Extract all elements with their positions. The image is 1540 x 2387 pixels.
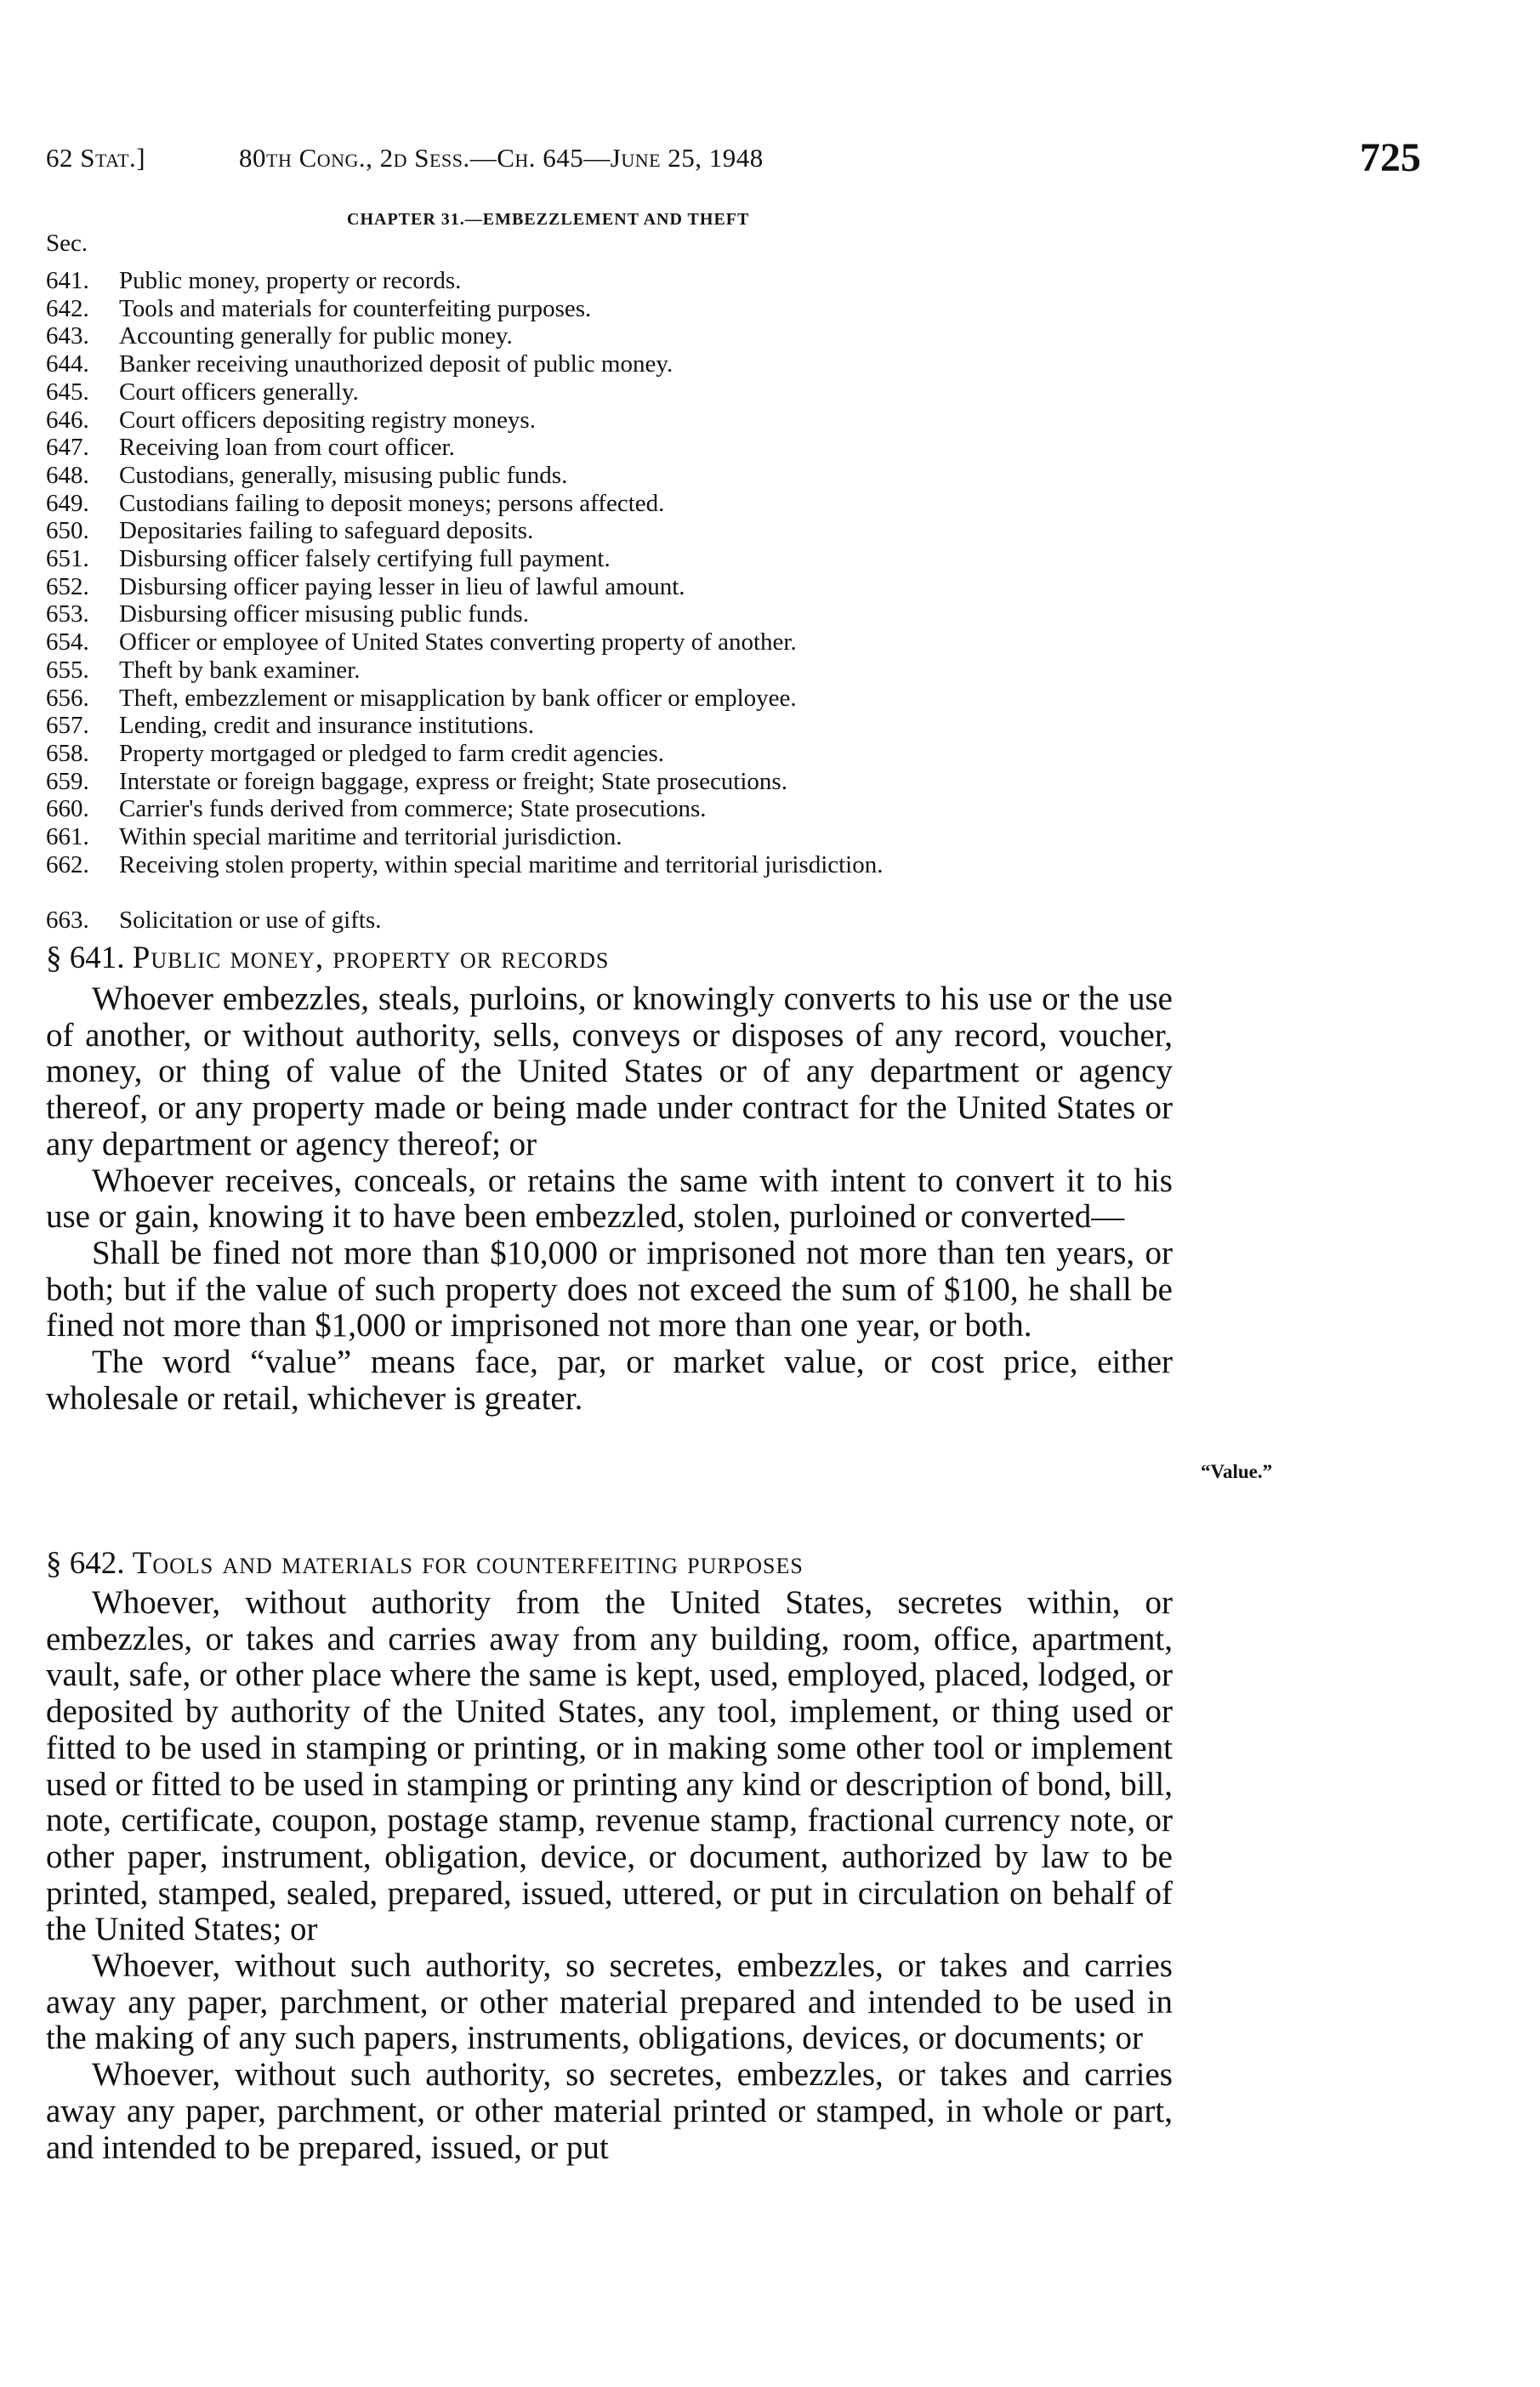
toc-item-title: Solicitation or use of gifts. — [119, 906, 382, 934]
section-641-heading — [46, 940, 609, 976]
toc-item-number: 646. — [46, 406, 89, 434]
section-642-heading — [46, 1545, 804, 1582]
toc-item — [46, 795, 1168, 823]
toc-item-number: 663. — [46, 906, 89, 934]
toc-item — [46, 517, 1168, 545]
toc-item — [46, 740, 1168, 768]
toc-item-title: Custodians failing to deposit moneys; persons affected. — [119, 489, 665, 517]
toc-item-title: Within special maritime and territorial jurisdiction. — [119, 823, 622, 851]
toc-item — [46, 295, 1168, 323]
section-641-number: § 641. — [46, 941, 125, 975]
toc-item-title: Disbursing officer paying lesser in lieu of lawful amount. — [119, 572, 685, 600]
paragraph: The word “value” means face, par, or market value, or cost price, either wholesale or retail, whichever is greater. — [46, 1344, 1173, 1417]
toc-item-number: 649. — [46, 489, 89, 517]
section-642-body — [46, 1585, 1173, 2166]
toc-item — [46, 600, 1168, 628]
toc-item — [46, 462, 1168, 490]
toc-item-number: 648. — [46, 461, 89, 489]
toc-item-title: Court officers depositing registry moneys. — [119, 406, 536, 434]
toc-item-title: Interstate or foreign baggage, express or freight; State prosecutions. — [119, 767, 787, 795]
toc-item-number: 644. — [46, 350, 89, 378]
toc-item-title: Banker receiving unauthorized deposit of public money. — [119, 350, 673, 378]
toc-item-title: Tools and materials for counterfeiting purposes. — [119, 294, 592, 322]
toc-item-number: 658. — [46, 739, 89, 767]
stat-citation: 62 Stat.] — [46, 143, 146, 173]
chapter-title: CHAPTER 31.—EMBEZZLEMENT AND THEFT — [347, 210, 750, 229]
section-642-number: § 642. — [46, 1546, 125, 1581]
toc-item-title: Public money, property or records. — [119, 267, 462, 294]
toc-item-number: 661. — [46, 823, 89, 851]
toc-item-number: 647. — [46, 434, 89, 462]
toc-item-number: 642. — [46, 294, 89, 322]
toc-item-title: Theft, embezzlement or misapplication by bank officer or employee. — [119, 684, 797, 712]
toc-item-number: 657. — [46, 712, 89, 740]
section-642-title: Tools and materials for counterfeiting purposes — [132, 1546, 804, 1581]
toc-item-title: Officer or employee of United States converting property of another. — [119, 628, 797, 656]
toc-item — [46, 712, 1168, 740]
margin-note-value: “Value.” — [1201, 1461, 1273, 1482]
toc-item — [46, 322, 1168, 350]
page-number: 725 — [1360, 135, 1421, 180]
section-641-title: Public money, property or records — [132, 941, 610, 975]
toc-item-title: Lending, credit and insurance institutions. — [119, 712, 535, 740]
toc-item-number: 641. — [46, 267, 89, 294]
paragraph: Whoever, without authority from the United States, secretes within, or embezzles, or takes and carries away from any building, room, office, apartment, vault, safe, or other place where the same is kept, used, employed, placed, lodged, or deposited by authority of the United States, any tool, implement, or thing used or fitted to be used in stamping or printing, or in making some other tool or implement used or fitted to be used in stamping or printing any kind or description of bond, bill, note, certificate, coupon, postage stamp, revenue stamp, fractional currency note, or other paper, instrument, obligation, device, or document, authorized by law to be printed, stamped, sealed, prepared, issued, uttered, or put in circulation on behalf of the United States; or — [46, 1584, 1173, 1948]
toc-item — [46, 545, 1168, 573]
section-641-body — [46, 981, 1173, 1417]
toc-item — [46, 573, 1168, 601]
toc-item-number: 643. — [46, 322, 89, 350]
toc-item-number: 654. — [46, 628, 89, 656]
toc-item-title: Custodians, generally, misusing public funds. — [119, 461, 568, 489]
toc-item-number: 653. — [46, 600, 89, 628]
paragraph: Whoever, without such authority, so secretes, embezzles, or takes and carries away any paper, parchment, or other material printed or stamped, in whole or part, and intended to be prepared, issued, or put — [46, 2056, 1173, 2166]
toc-item — [46, 490, 1168, 518]
paragraph: Whoever embezzles, steals, purloins, or knowingly converts to his use or the use of another, or without authority, sells, conveys or disposes of any record, voucher, money, or thing of value of the United States or of any department or agency thereof, or any property made or being made under contract for the United States or any department or agency thereof; or — [46, 980, 1173, 1162]
toc-item — [46, 434, 1168, 462]
running-header — [46, 134, 1424, 185]
toc-item-number: 652. — [46, 572, 89, 600]
session-citation: 80th Cong., 2d Sess.—Ch. 645—June 25, 1948 — [239, 143, 764, 173]
toc-item-number: 645. — [46, 378, 89, 406]
toc-item — [46, 350, 1168, 378]
toc-item-number: 662. — [46, 850, 89, 878]
toc-item-title: Disbursing officer falsely certifying full payment. — [119, 545, 611, 573]
toc-item — [46, 378, 1168, 406]
sec-label: Sec. — [46, 230, 88, 257]
toc-item — [46, 656, 1168, 685]
toc-item-number: 651. — [46, 545, 89, 573]
toc-item-title: Court officers generally. — [119, 378, 359, 406]
toc-item-title: Receiving loan from court officer. — [119, 434, 455, 462]
toc-item — [46, 406, 1168, 435]
toc-item-title: Accounting generally for public money. — [119, 322, 513, 350]
toc-item — [46, 823, 1168, 851]
toc-item — [46, 267, 1168, 295]
toc-item-number: 655. — [46, 656, 89, 684]
toc-item-number: 660. — [46, 795, 89, 823]
paragraph: Whoever, without such authority, so secretes, embezzles, or takes and carries away any paper, parchment, or other material prepared and intended to be used in the making of any such papers, instruments, obligations, devices, or documents; or — [46, 1947, 1173, 2057]
toc-item — [46, 768, 1168, 796]
toc-item — [46, 685, 1168, 713]
toc-item — [46, 851, 1168, 906]
toc-item — [46, 628, 1168, 656]
toc-item-title: Disbursing officer misusing public funds. — [119, 600, 529, 628]
toc-item-title: Carrier's funds derived from commerce; State prosecutions. — [119, 795, 707, 823]
toc-item-number: 650. — [46, 517, 89, 545]
section-table-of-contents — [46, 267, 1168, 934]
toc-item-title: Receiving stolen property, within special maritime and territorial jurisdiction. — [119, 850, 884, 878]
toc-item-title: Depositaries failing to safeguard deposits. — [119, 517, 534, 545]
paragraph: Whoever receives, conceals, or retains the same with intent to convert it to his use or gain, knowing it to have been embezzled, stolen, purloined or converted— — [46, 1162, 1173, 1236]
toc-item-title: Property mortgaged or pledged to farm credit agencies. — [119, 739, 664, 767]
toc-item-number: 659. — [46, 767, 89, 795]
toc-item-number: 656. — [46, 684, 89, 712]
toc-item — [46, 906, 1168, 935]
paragraph: Shall be fined not more than $10,000 or imprisoned not more than ten years, or both; but if the value of such property does not exceed the sum of $100, he shall be fined not more than $1,000 or imprisoned not more than one year, or both. — [46, 1234, 1173, 1344]
toc-item-title: Theft by bank examiner. — [119, 656, 361, 684]
